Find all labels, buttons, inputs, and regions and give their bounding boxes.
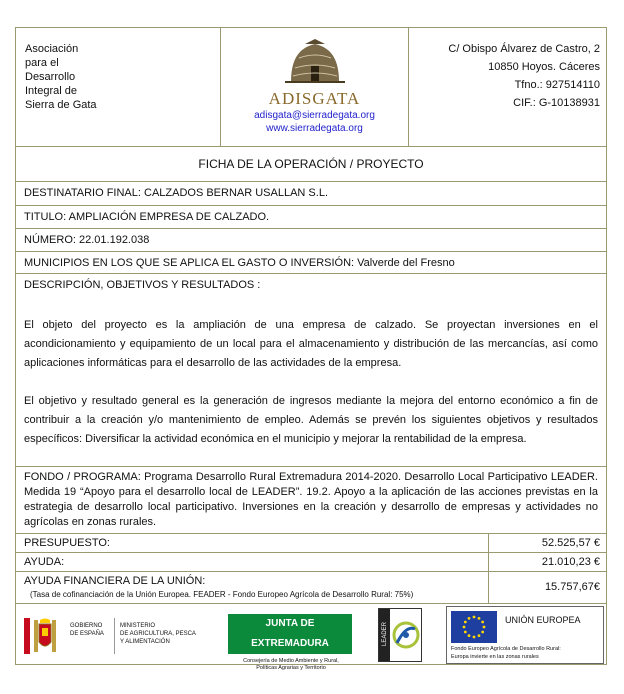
- ministerio-line: MINISTERIO: [120, 623, 156, 629]
- eu-star-icon: [481, 631, 484, 634]
- header-row: [16, 28, 606, 147]
- gobierno-espana-logo: [24, 612, 204, 660]
- eu-star-icon: [464, 621, 467, 624]
- eu-star-icon: [478, 634, 481, 637]
- brand-name: ADISGATA: [268, 89, 361, 108]
- eu-star-icon: [463, 626, 466, 629]
- eu-star-icon: [468, 634, 471, 637]
- ayuda-row: [16, 553, 606, 572]
- numero-row: [16, 229, 606, 252]
- ayuda-value: 21.010,23 €: [488, 553, 606, 571]
- adisgata-logo-block: [221, 28, 409, 146]
- destinatario-text: DESTINATARIO FINAL: CALZADOS BERNAR USALLAN S.L.: [24, 187, 328, 199]
- titulo-text: TITULO: AMPLIACIÓN EMPRESA DE CALZADO.: [24, 211, 270, 223]
- destinatario-row: [16, 182, 606, 206]
- fondo-text: FONDO / PROGRAMA: Programa Desarrollo Rural Extremadura 2014-2020. Desarrollo Local Participativo LEADER. Medida 19 “Apoyo para el desarrollo local de LEADER”. 19.2. Apoyo a la aplicación de las acciones previstas en la estrategia de desarrollo local participativo. Inversiones en la creación y desarrollo de empresas y actividades no agrícolas en zonas rurales.: [24, 471, 598, 528]
- presupuesto-value: 52.525,57 €: [488, 534, 606, 552]
- ue-label: UNIÓN EUROPEA: [505, 615, 581, 625]
- consejeria-line: Consejería de Medio Ambiente y Rural,: [243, 658, 339, 664]
- junta-extremadura-logo: [222, 614, 360, 671]
- objetivos-paragraph: El objetivo y resultado general es la generación de ingresos mediante la mejora del entorno económico a fin de contribuir a la creación y/o mantenimiento de empleo. Además se prevén los siguientes objetivos y resultados específicos: Diversificar la actividad económica en el municipio y mejorar la rentabilidad de la empresa.: [24, 395, 598, 445]
- eu-star-icon: [473, 616, 476, 619]
- coat-of-arms-icon: [32, 618, 58, 654]
- form-title: FICHA DE LA OPERACIÓN / PROYECTO: [198, 157, 424, 171]
- eu-star-icon: [483, 626, 486, 629]
- eu-flag-icon: [451, 611, 497, 643]
- consejeria-line: Políticas Agrarias y Territorio: [256, 665, 326, 671]
- org-line: Asociación: [25, 43, 79, 55]
- address-line: Tfno.: 927514110: [514, 79, 600, 91]
- presupuesto-row: [16, 534, 606, 553]
- municipios-row: [16, 252, 606, 274]
- fondo-row: [16, 467, 606, 534]
- gobierno-text: [70, 622, 104, 638]
- org-line: Desarrollo: [25, 71, 76, 83]
- address-block: [409, 28, 606, 146]
- ayuda-union-note: (Tasa de cofinanciación de la Unión Europea. FEADER - Fondo Europeo Agrícola de Desarrollo Rural: 75%): [30, 590, 414, 599]
- feader-text: [451, 645, 561, 661]
- email-link[interactable]: adisgata@sierradegata.org: [254, 110, 375, 121]
- eu-star-icon: [478, 617, 481, 620]
- eu-star-icon: [481, 621, 484, 624]
- municipios-text: MUNICIPIOS EN LOS QUE SE APLICA EL GASTO O INVERSIÓN: Valverde del Fresno: [24, 257, 455, 269]
- descripcion-paragraph: El objeto del proyecto es la ampliación de una empresa de calzado. Se proyectan inversiones en el acondicionamiento y equipamiento de un local para el almacenamiento y distribución de las mercancías, así como aplicaciones informáticas para el desarrollo de las actividades de la empresa.: [24, 319, 598, 369]
- ayuda-union-row: [16, 572, 606, 604]
- org-line: Integral de: [25, 85, 77, 97]
- eu-star-icon: [473, 636, 476, 639]
- leader-logo: [378, 608, 422, 662]
- ayuda-union-label: AYUDA FINANCIERA DE LA UNIÓN:: [24, 575, 206, 587]
- eu-star-icon: [464, 631, 467, 634]
- feader-line: Europa invierte en las zonas rurales: [451, 654, 539, 660]
- org-line: para el: [25, 57, 59, 69]
- website-link[interactable]: www.sierradegata.org: [266, 123, 363, 134]
- titulo-row: [16, 206, 606, 229]
- eu-feader-logo: [446, 606, 604, 664]
- presupuesto-label: PRESUPUESTO:: [24, 537, 110, 549]
- funding-logos-row: [16, 604, 606, 671]
- project-sheet: [15, 27, 607, 671]
- address-line: 10850 Hoyos. Cáceres: [488, 61, 600, 73]
- address-line: C/ Obispo Álvarez de Castro, 2: [448, 43, 600, 55]
- numero-text: NÚMERO: 22.01.192.038: [24, 234, 150, 246]
- descripcion-label: DESCRIPCIÓN, OBJETIVOS Y RESULTADOS :: [24, 279, 261, 291]
- gobierno-line: DE ESPAÑA: [70, 631, 104, 637]
- ayuda-union-value: 15.757,67€: [488, 572, 606, 603]
- leader-text: LEADER: [382, 622, 388, 647]
- association-name: [16, 28, 221, 146]
- form-title-row: [16, 147, 606, 182]
- descripcion-section: [16, 274, 606, 467]
- ministerio-text: [120, 622, 196, 646]
- feader-line: Fondo Europeo Agrícola de Desarrollo Rural:: [451, 646, 561, 652]
- leader-emblem-icon: [391, 615, 421, 655]
- gobierno-line: GOBIERNO: [70, 623, 103, 629]
- ministerio-line: Y ALIMENTACIÓN: [120, 639, 170, 645]
- ayuda-label: AYUDA:: [24, 556, 65, 568]
- junta-banner: JUNTA DE EXTREMADURA: [228, 614, 352, 654]
- flag-stripe-icon: [24, 618, 30, 654]
- stone-hut-icon: [285, 38, 345, 84]
- eu-star-icon: [468, 617, 471, 620]
- address-line: CIF.: G-10138931: [513, 97, 600, 109]
- ministerio-line: DE AGRICULTURA, PESCA: [120, 631, 196, 637]
- org-line: Sierra de Gata: [25, 99, 97, 111]
